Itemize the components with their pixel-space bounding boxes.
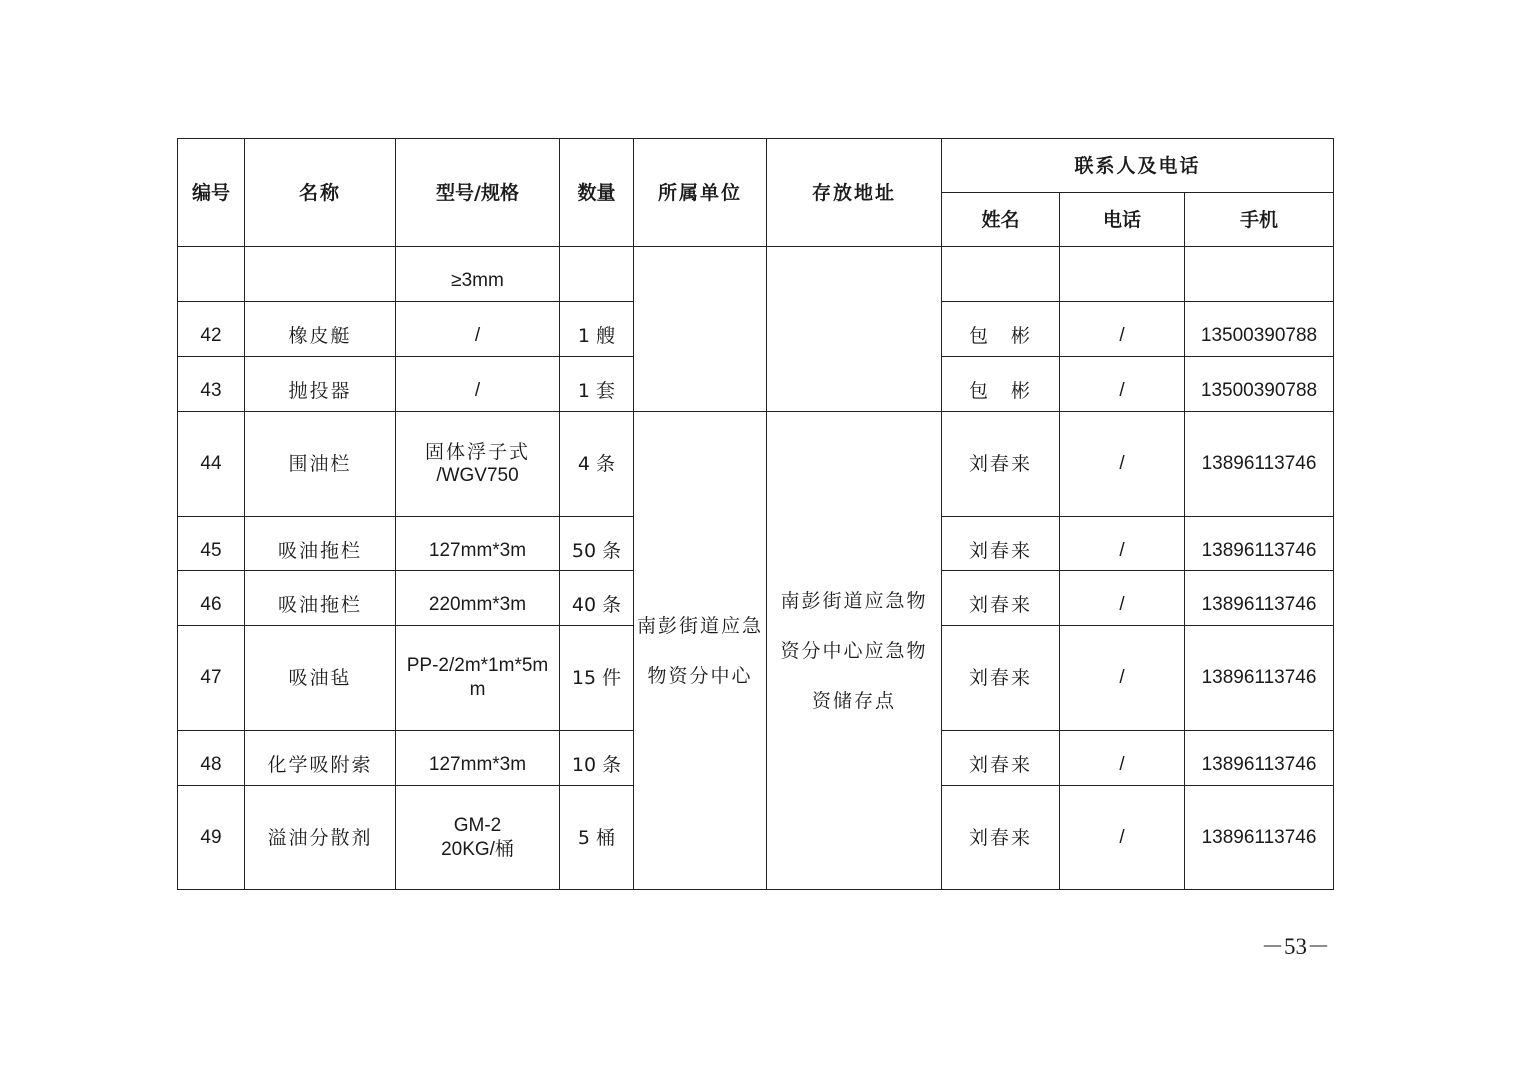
cell-mobile: 13896113746 bbox=[1185, 626, 1334, 731]
cell-qty: 1 套 bbox=[560, 357, 634, 412]
cell-unit-group2: 南彭街道应急物资分中心 bbox=[634, 412, 767, 890]
header-contact-mobile: 手机 bbox=[1185, 193, 1334, 247]
cell-contact-name: 刘春来 bbox=[942, 786, 1060, 890]
cell-spec-line2: m bbox=[469, 679, 486, 700]
cell-phone: / bbox=[1060, 517, 1185, 571]
cell-id: 46 bbox=[178, 571, 245, 626]
cell-qty: 15 件 bbox=[560, 626, 634, 731]
cell-spec: 220mm*3m bbox=[396, 571, 560, 626]
cell-spec-line1: 固体浮子式 bbox=[424, 441, 530, 463]
cell-contact-name: 刘春来 bbox=[942, 626, 1060, 731]
header-qty: 数量 bbox=[560, 139, 634, 247]
cell-phone: / bbox=[1060, 357, 1185, 412]
cell-id: 49 bbox=[178, 786, 245, 890]
cell-name: 吸油拖栏 bbox=[245, 517, 396, 571]
header-name: 名称 bbox=[245, 139, 396, 247]
cell-mobile: 13500390788 bbox=[1185, 302, 1334, 357]
cell-name: 橡皮艇 bbox=[245, 302, 396, 357]
cell-qty: 40 条 bbox=[560, 571, 634, 626]
cell-phone: / bbox=[1060, 626, 1185, 731]
cell-id: 44 bbox=[178, 412, 245, 517]
cell-location-group2: 南彭街道应急物资分中心应急物资储存点 bbox=[767, 412, 942, 890]
cell-contact-name: 包 彬 bbox=[942, 302, 1060, 357]
cell-spec: 127mm*3m bbox=[396, 731, 560, 786]
cell-spec: / bbox=[396, 302, 560, 357]
cell-qty: 1 艘 bbox=[560, 302, 634, 357]
cell-mobile bbox=[1185, 247, 1334, 302]
cell-phone: / bbox=[1060, 786, 1185, 890]
cell-contact-name: 刘春来 bbox=[942, 517, 1060, 571]
cell-contact-name: 刘春来 bbox=[942, 731, 1060, 786]
cell-spec: ≥3mm bbox=[396, 247, 560, 302]
header-location: 存放地址 bbox=[767, 139, 942, 247]
cell-mobile: 13896113746 bbox=[1185, 517, 1334, 571]
cell-spec-line1: GM-2 bbox=[453, 814, 502, 836]
cell-spec bbox=[396, 412, 560, 517]
cell-spec-line2: 20KG/桶 bbox=[441, 838, 514, 860]
cell-name bbox=[245, 247, 396, 302]
header-contact-phone: 电话 bbox=[1060, 193, 1185, 247]
header-contact-name: 姓名 bbox=[942, 193, 1060, 247]
cell-spec-line2: /WGV750 bbox=[436, 465, 519, 486]
cell-name: 吸油毡 bbox=[245, 626, 396, 731]
cell-location-group1 bbox=[767, 247, 942, 412]
cell-phone: / bbox=[1060, 731, 1185, 786]
cell-contact-name: 包 彬 bbox=[942, 357, 1060, 412]
cell-qty: 4 条 bbox=[560, 412, 634, 517]
cell-id: 45 bbox=[178, 517, 245, 571]
cell-id: 43 bbox=[178, 357, 245, 412]
resource-table bbox=[177, 138, 1334, 890]
cell-spec bbox=[396, 786, 560, 890]
cell-name: 围油栏 bbox=[245, 412, 396, 517]
cell-qty: 10 条 bbox=[560, 731, 634, 786]
cell-phone: / bbox=[1060, 412, 1185, 517]
header-row-1 bbox=[178, 139, 1334, 193]
cell-phone: / bbox=[1060, 571, 1185, 626]
cell-contact-name bbox=[942, 247, 1060, 302]
header-unit: 所属单位 bbox=[634, 139, 767, 247]
cell-phone bbox=[1060, 247, 1185, 302]
cell-id: 42 bbox=[178, 302, 245, 357]
cell-mobile: 13500390788 bbox=[1185, 357, 1334, 412]
cell-contact-name: 刘春来 bbox=[942, 571, 1060, 626]
cell-name: 化学吸附索 bbox=[245, 731, 396, 786]
header-id: 编号 bbox=[178, 139, 245, 247]
cell-mobile: 13896113746 bbox=[1185, 731, 1334, 786]
cell-mobile: 13896113746 bbox=[1185, 571, 1334, 626]
cell-id: 48 bbox=[178, 731, 245, 786]
cell-id bbox=[178, 247, 245, 302]
cell-spec: 127mm*3m bbox=[396, 517, 560, 571]
cell-spec-line1: PP-2/2m*1m*5m bbox=[406, 655, 549, 676]
cell-qty: 50 条 bbox=[560, 517, 634, 571]
cell-mobile: 13896113746 bbox=[1185, 786, 1334, 890]
cell-unit-group1 bbox=[634, 247, 767, 412]
header-spec: 型号/规格 bbox=[396, 139, 560, 247]
cell-name: 抛投器 bbox=[245, 357, 396, 412]
table-row bbox=[178, 247, 1334, 302]
cell-name: 溢油分散剂 bbox=[245, 786, 396, 890]
table-row bbox=[178, 412, 1334, 517]
header-contact-group: 联系人及电话 bbox=[942, 139, 1334, 193]
cell-contact-name: 刘春来 bbox=[942, 412, 1060, 517]
cell-name: 吸油拖栏 bbox=[245, 571, 396, 626]
page-number: －53－ bbox=[1261, 934, 1330, 959]
cell-id: 47 bbox=[178, 626, 245, 731]
cell-qty bbox=[560, 247, 634, 302]
cell-mobile: 13896113746 bbox=[1185, 412, 1334, 517]
cell-qty: 5 桶 bbox=[560, 786, 634, 890]
cell-spec: / bbox=[396, 357, 560, 412]
cell-spec bbox=[396, 626, 560, 731]
cell-phone: / bbox=[1060, 302, 1185, 357]
